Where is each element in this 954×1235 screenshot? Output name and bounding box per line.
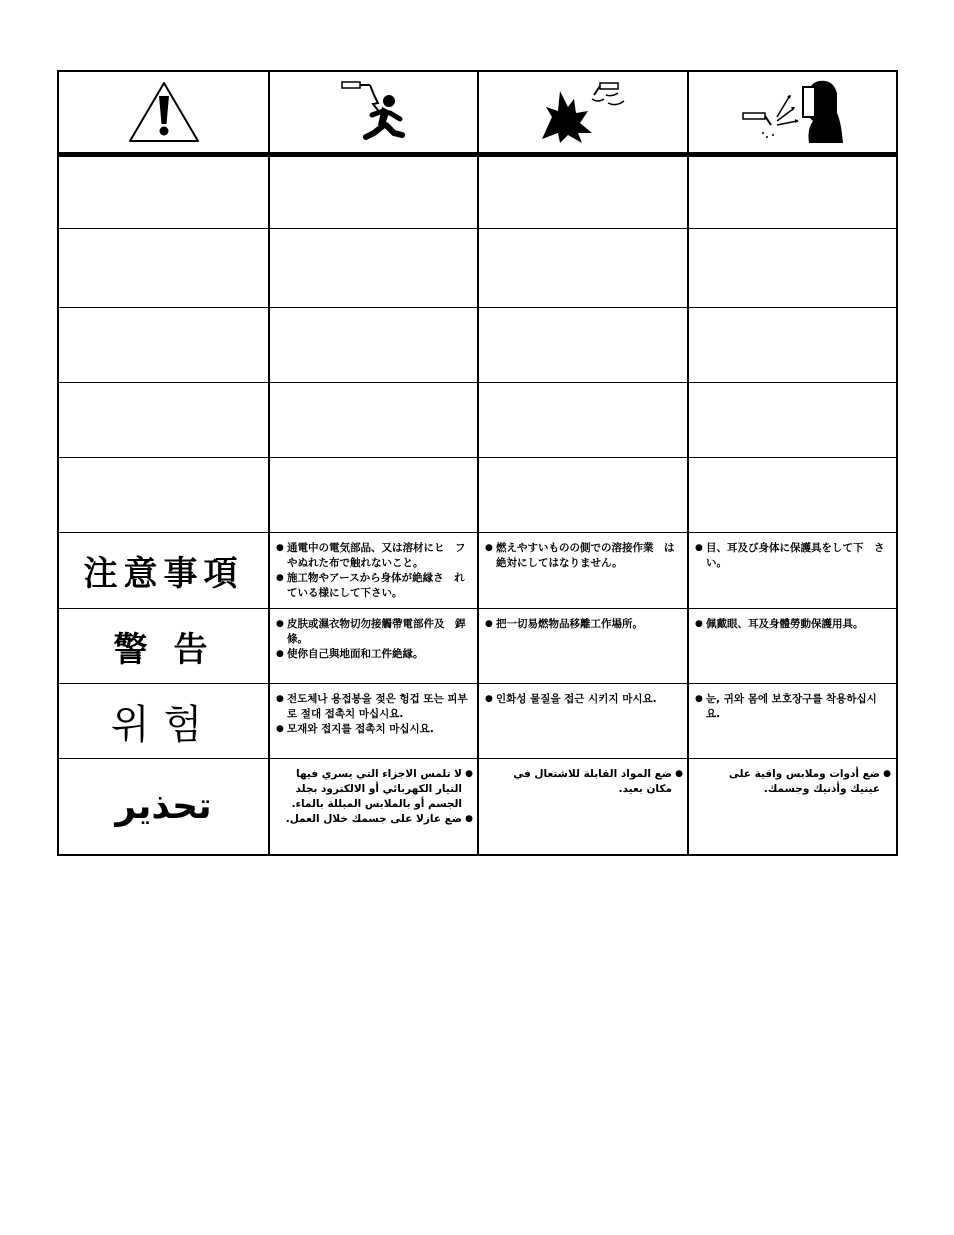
- electric-shock-icon: [334, 77, 414, 147]
- warning-text-fire-japanese: [479, 533, 687, 608]
- warning-text-protection-korean: [689, 684, 895, 758]
- header-cell-electric-shock: [270, 72, 477, 152]
- blank-row: [59, 229, 895, 307]
- list-item: ● ضع أدوات وملابس واقية على عينيك وأذنيك وجسمك.: [728, 768, 891, 795]
- warning-triangle-icon: [128, 80, 200, 144]
- eye-face-protection-icon: [737, 77, 847, 147]
- list-item: ● 눈, 귀와 몸에 보호장구를 착용하십시요.: [695, 693, 877, 720]
- list-item: ● 把一切易燃物品移離工作場所。: [485, 618, 643, 630]
- header-cell-warning: [59, 72, 268, 152]
- warning-text-fire-chinese: [479, 609, 687, 683]
- blank-row: [59, 383, 895, 457]
- list-item: ● 인화성 물질을 접근 시키지 마시요.: [485, 693, 657, 705]
- list-item: ● 使你自己與地面和工件絶縁。: [276, 648, 424, 660]
- list-item: ● 皮肤或濕衣物切勿接觸帶電部件及 銲條。: [276, 618, 466, 645]
- list-item: ● 燃えやすいものの側での溶接作業 は絶対にしてはなりません。: [485, 542, 675, 569]
- blank-row: [59, 458, 895, 532]
- blank-row: [59, 308, 895, 382]
- fire-explosion-icon: [538, 77, 628, 147]
- list-item: ● 施工物やアースから身体が絶縁さ れている様にして下さい。: [276, 572, 465, 599]
- warning-text-electric-arabic: [270, 759, 477, 853]
- header-cell-fire: [479, 72, 687, 152]
- warning-text-fire-korean: [479, 684, 687, 758]
- warning-text-protection-japanese: [689, 533, 895, 608]
- warning-text-protection-arabic: [689, 759, 895, 853]
- warning-text-fire-arabic: [479, 759, 687, 853]
- list-item: ● 通電中の電気部品、又は溶材にヒ フやぬれた布で触れないこと。: [276, 542, 466, 569]
- warning-text-electric-korean: [270, 684, 477, 758]
- list-item: ● 모재와 접지를 접촉치 마십시요.: [276, 723, 434, 735]
- language-heading-japanese: 注意事項: [83, 554, 244, 594]
- language-heading-chinese: 警告: [113, 629, 234, 670]
- warning-text-electric-chinese: [270, 609, 477, 683]
- list-item: ● 佩戴眼、耳及身體勞動保護用具。: [695, 618, 864, 630]
- warning-table: [57, 70, 898, 856]
- language-heading-korean: 위험: [110, 701, 217, 748]
- list-item: ● لا تلمس الاجزاء التي يسري فيها التيار الكهربائي أو الالكترود بجلد الجسم أو بالملابس المبللة بالماء.: [291, 768, 473, 810]
- warning-text-electric-japanese: [270, 533, 477, 608]
- list-item: ● ضع المواد القابلة للاشتعال في مكان بعيد.: [513, 768, 683, 795]
- header-cell-eye-protection: [689, 72, 895, 152]
- list-item: ● 전도체나 용접봉을 젖은 헝겁 또는 피부로 절대 접촉치 마십시요.: [276, 693, 468, 720]
- warning-text-protection-chinese: [689, 609, 895, 683]
- list-item: ● ضع عازلا على جسمك خلال العمل.: [285, 813, 473, 825]
- blank-row: [59, 157, 895, 228]
- language-heading-arabic: تحذير: [115, 785, 212, 827]
- list-item: ● 目、耳及び身体に保護具をして下 さい。: [695, 542, 885, 569]
